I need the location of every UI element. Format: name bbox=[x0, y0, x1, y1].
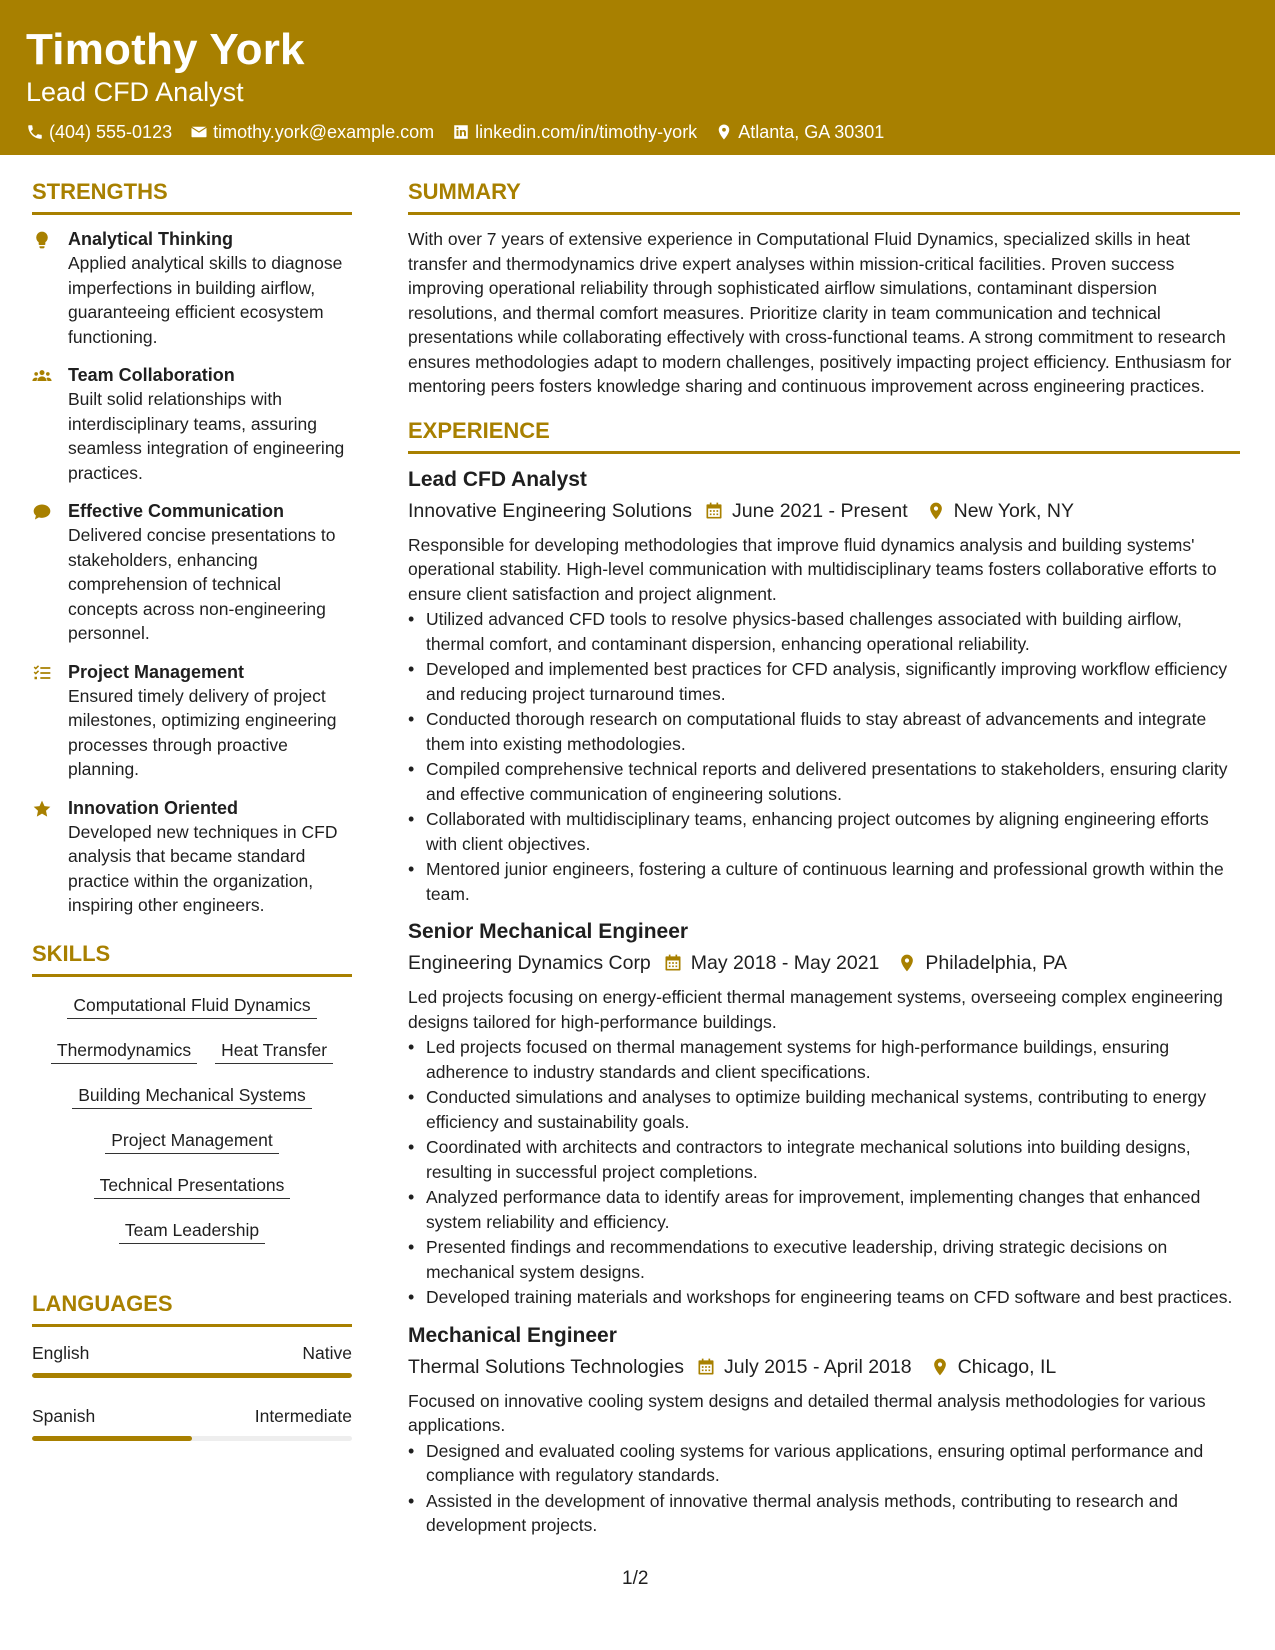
map-pin-icon bbox=[897, 953, 917, 973]
language-name: Spanish bbox=[32, 1405, 96, 1426]
language-item bbox=[32, 1404, 352, 1441]
job-bullet: • Compiled comprehensive technical reports and delivered presentations to stakeholders, ensuring clarity and effective communication of engineering solutions. bbox=[408, 757, 1240, 806]
strength-item bbox=[32, 660, 352, 782]
resume-header bbox=[0, 0, 1275, 155]
job-dates: July 2015 - April 2018 bbox=[724, 1355, 912, 1378]
job-title: Lead CFD Analyst bbox=[408, 467, 587, 491]
right-column bbox=[408, 178, 1240, 1550]
linkedin-link[interactable]: linkedin.com/in/timothy-york bbox=[475, 122, 698, 142]
candidate-name: Timothy York bbox=[26, 25, 305, 74]
skills-list bbox=[32, 991, 352, 1244]
job-bullet: • Designed and evaluated cooling systems for various applications, ensuring optimal performance and compliance with regulatory standards. bbox=[408, 1439, 1240, 1488]
strength-desc: Ensured timely delivery of project milestones, optimizing engineering processes through proactive planning. bbox=[68, 685, 337, 779]
left-column bbox=[32, 178, 352, 1467]
strength-title: Team Collaboration bbox=[68, 365, 235, 385]
job-company: Innovative Engineering Solutions bbox=[408, 499, 693, 522]
job-bullet: • Developed training materials and workshops for engineering teams on CFD software and best practices. bbox=[408, 1285, 1240, 1310]
strength-desc: Developed new techniques in CFD analysis that became standard practice within the organization, inspiring other engineers. bbox=[68, 821, 338, 915]
candidate-role: Lead CFD Analyst bbox=[26, 77, 244, 107]
strength-item bbox=[32, 227, 352, 349]
skill-tag: Project Management bbox=[105, 1128, 278, 1154]
list-check-icon bbox=[32, 663, 52, 683]
strength-item bbox=[32, 499, 352, 646]
summary-heading: SUMMARY bbox=[408, 178, 1240, 215]
contact-linkedin[interactable] bbox=[452, 120, 697, 144]
job-meta bbox=[408, 949, 1240, 977]
job-description: Focused on innovative cooling system designs and detailed thermal analysis methodologies for various applications. bbox=[408, 1390, 1206, 1435]
summary-text: With over 7 years of extensive experience in Computational Fluid Dynamics, specialized skills in heat transfer and thermodynamics drive expert analyses within mission-critical facilities. Proven success improving operational reliability through sophisticated airflow simulations, contaminant dispersion resolutions, and thermal comfort measures. Prioritize clarity in team communication and technical presentations while collaborating effectively with cross-functional teams. A strong commitment to research ensures methodologies adapt to modern challenges, positively impacting project efficiency. Enthusiasm for mentoring peers fosters knowledge sharing and continuous improvement across engineering practices. bbox=[408, 229, 1232, 396]
job-dates: May 2018 - May 2021 bbox=[690, 952, 880, 974]
language-bar-fill bbox=[32, 1436, 192, 1441]
job-bullets bbox=[408, 1439, 1240, 1538]
email-link[interactable]: timothy.york@example.com bbox=[213, 122, 435, 142]
contact-location bbox=[715, 120, 884, 144]
job-bullet: • Utilized advanced CFD tools to resolve physics-based challenges associated with building airflow, thermal comfort, and contaminant dispersion, enhancing operational reliability. bbox=[408, 607, 1240, 656]
strength-desc: Delivered concise presentations to stakeholders, enhancing comprehension of technical concepts across non-engineering personnel. bbox=[68, 525, 336, 643]
job-dates: June 2021 - Present bbox=[732, 499, 908, 522]
job-bullet: • Presented findings and recommendations to executive leadership, driving strategic decisions on mechanical system designs. bbox=[408, 1235, 1240, 1284]
job-bullet: • Analyzed performance data to identify areas for improvement, implementing changes that enhanced system reliability and efficiency. bbox=[408, 1185, 1240, 1234]
job-meta bbox=[408, 497, 1240, 525]
linkedin-icon bbox=[452, 123, 470, 141]
language-bar bbox=[32, 1373, 352, 1378]
language-item bbox=[32, 1341, 352, 1378]
lightbulb-icon bbox=[32, 230, 52, 250]
calendar-icon bbox=[704, 501, 724, 521]
job-bullet: • Coordinated with architects and contractors to integrate mechanical solutions into building designs, resulting in successful project completions. bbox=[408, 1135, 1240, 1184]
job-bullet: • Conducted thorough research on computational fluids to stay abreast of advancements and integrate them into existing methodologies. bbox=[408, 707, 1240, 756]
experience-list bbox=[408, 466, 1240, 1538]
job-entry bbox=[408, 1322, 1240, 1538]
job-bullet: • Conducted simulations and analyses to optimize building mechanical systems, contributing to energy efficiency and sustainability goals. bbox=[408, 1085, 1240, 1134]
star-icon bbox=[32, 799, 52, 819]
experience-heading: EXPERIENCE bbox=[408, 417, 1240, 454]
job-description: Led projects focusing on energy-efficient thermal management systems, overseeing complex engineering designs tailored for high-performance buildings. bbox=[408, 987, 1223, 1032]
calendar-icon bbox=[696, 1357, 716, 1377]
strength-desc: Applied analytical skills to diagnose imperfections in building airflow, guaranteeing efficient ecosystem functioning. bbox=[68, 253, 343, 347]
job-bullet: • Mentored junior engineers, fostering a culture of continuous learning and professional growth within the team. bbox=[408, 857, 1240, 906]
page-number: 1/2 bbox=[622, 1568, 649, 1589]
language-level: Intermediate bbox=[254, 1405, 352, 1426]
strength-title: Project Management bbox=[68, 661, 245, 682]
job-bullets bbox=[408, 1035, 1240, 1310]
job-company: Thermal Solutions Technologies bbox=[408, 1355, 685, 1378]
envelope-icon bbox=[190, 123, 208, 141]
job-bullet: • Developed and implemented best practices for CFD analysis, significantly improving workflow efficiency and reducing project turnaround times. bbox=[408, 657, 1240, 706]
users-icon bbox=[32, 366, 52, 386]
map-pin-icon bbox=[930, 1357, 950, 1377]
skill-tag: Building Mechanical Systems bbox=[72, 1083, 312, 1109]
job-bullets bbox=[408, 607, 1240, 906]
languages-heading: LANGUAGES bbox=[32, 1290, 352, 1327]
skills-heading: SKILLS bbox=[32, 940, 352, 977]
strength-title: Analytical Thinking bbox=[68, 229, 234, 249]
strength-title: Innovation Oriented bbox=[68, 797, 239, 818]
job-title: Mechanical Engineer bbox=[408, 1323, 617, 1347]
skill-tag: Thermodynamics bbox=[51, 1038, 197, 1064]
job-title: Senior Mechanical Engineer bbox=[408, 920, 689, 943]
language-bar bbox=[32, 1436, 352, 1441]
job-meta bbox=[408, 1353, 1240, 1381]
job-entry bbox=[408, 466, 1240, 907]
job-bullet: • Assisted in the development of innovative thermal analysis methods, contributing to research and development projects. bbox=[408, 1489, 1240, 1538]
job-company: Engineering Dynamics Corp bbox=[408, 952, 651, 974]
job-bullet: • Led projects focused on thermal management systems for high-performance buildings, ensuring adherence to industry standards and client specifications. bbox=[408, 1035, 1240, 1084]
contact-phone bbox=[26, 120, 172, 144]
job-entry bbox=[408, 918, 1240, 1310]
phone-icon bbox=[26, 123, 44, 141]
phone-text: (404) 555-0123 bbox=[49, 122, 173, 142]
strength-desc: Built solid relationships with interdisciplinary teams, assuring seamless integration of engineering practices. bbox=[68, 389, 345, 483]
comment-icon bbox=[32, 502, 52, 522]
skill-tag: Computational Fluid Dynamics bbox=[67, 993, 316, 1019]
strength-item bbox=[32, 363, 352, 485]
map-pin-icon bbox=[715, 123, 733, 141]
job-location: New York, NY bbox=[953, 499, 1074, 522]
contact-bar bbox=[26, 120, 1249, 144]
strengths-heading: STRENGTHS bbox=[32, 178, 352, 215]
language-level: Native bbox=[302, 1342, 352, 1363]
strength-item bbox=[32, 796, 352, 918]
job-location: Chicago, IL bbox=[957, 1355, 1057, 1378]
language-bar-fill bbox=[32, 1373, 352, 1378]
calendar-icon bbox=[663, 953, 683, 973]
skill-tag: Heat Transfer bbox=[215, 1038, 333, 1064]
skill-tag: Technical Presentations bbox=[94, 1173, 291, 1199]
language-name: English bbox=[32, 1342, 90, 1363]
job-bullet: • Collaborated with multidisciplinary teams, enhancing project outcomes by aligning engineering efforts with client objectives. bbox=[408, 807, 1240, 856]
location-text: Atlanta, GA 30301 bbox=[738, 122, 885, 142]
contact-email[interactable] bbox=[190, 120, 434, 144]
job-location: Philadelphia, PA bbox=[925, 952, 1068, 974]
strength-title: Effective Communication bbox=[68, 501, 285, 521]
job-description: Responsible for developing methodologies that improve fluid dynamics analysis and building systems' operational stability. High-level communication with multidisciplinary teams fosters collaborative efforts to ensure client satisfaction and project alignment. bbox=[408, 534, 1217, 604]
map-pin-icon bbox=[926, 501, 946, 521]
skill-tag: Team Leadership bbox=[119, 1218, 265, 1244]
